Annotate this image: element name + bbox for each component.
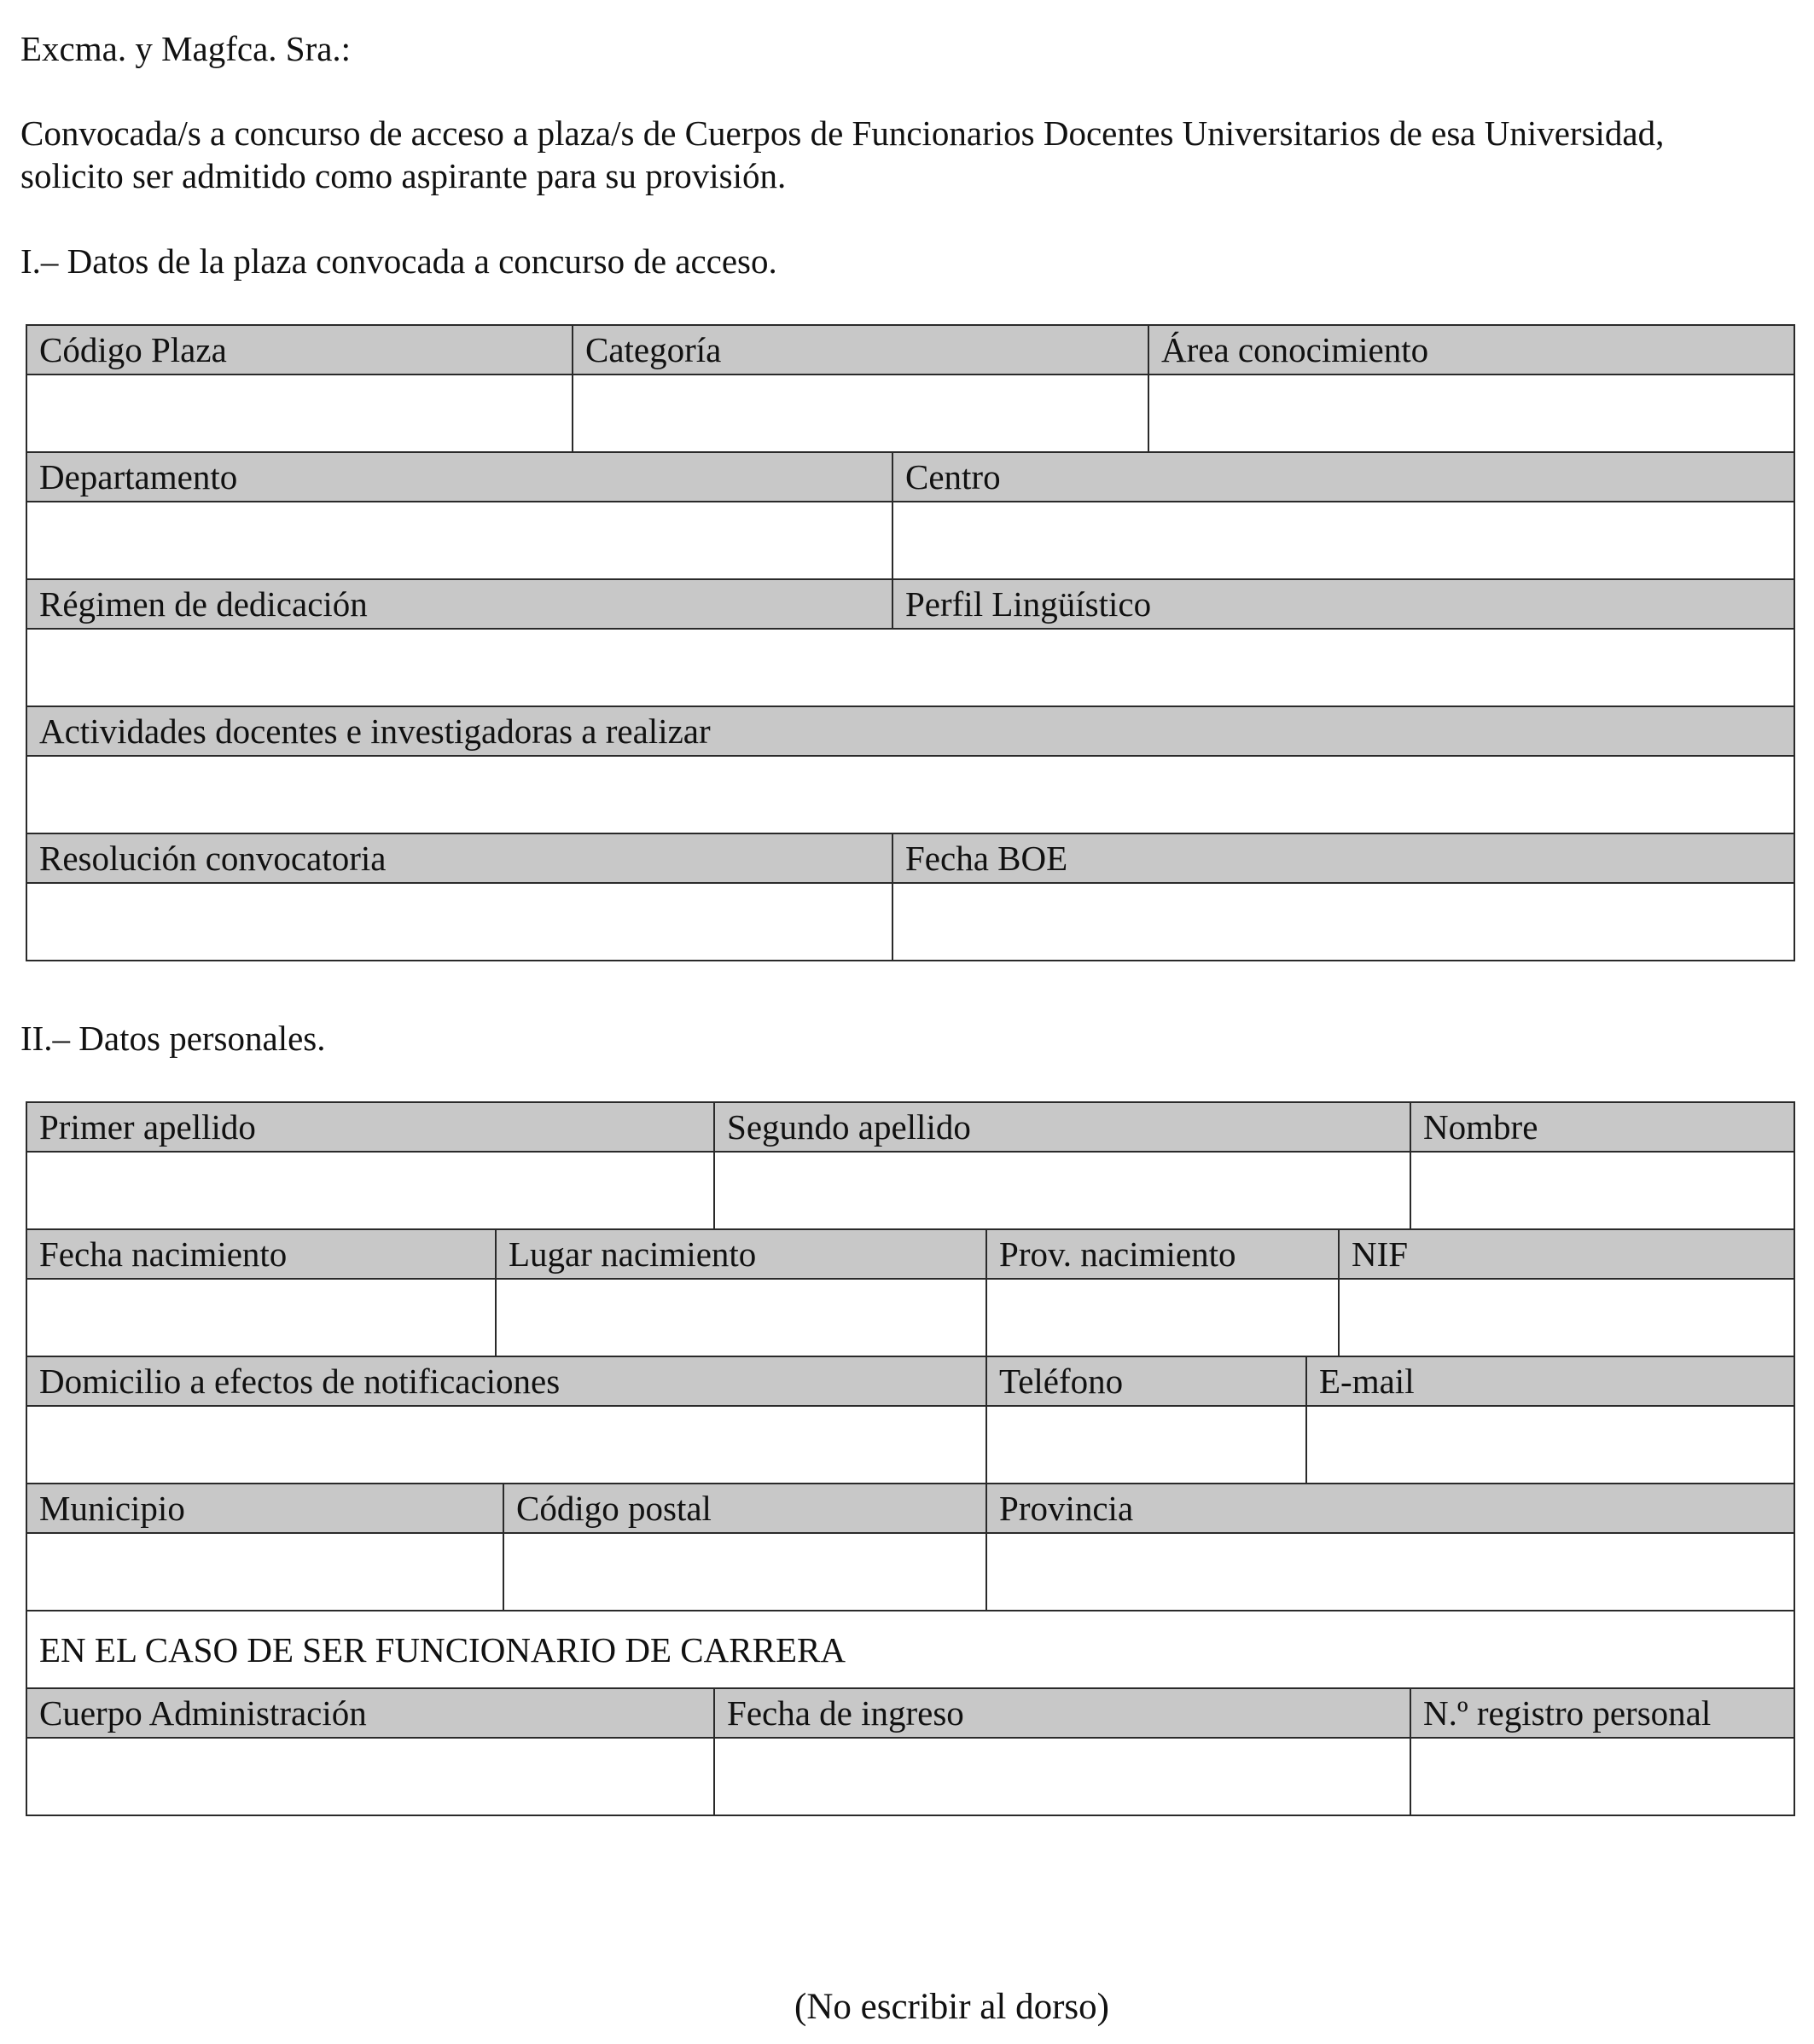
codigo-plaza-field[interactable] — [26, 375, 573, 452]
lugar-nacimiento-label: Lugar nacimiento — [496, 1229, 986, 1279]
area-conocimiento-label: Área conocimiento — [1148, 325, 1794, 375]
section-2-title: II.– Datos personales. — [20, 1019, 326, 1058]
lugar-nacimiento-field[interactable] — [496, 1279, 986, 1356]
categoria-field[interactable] — [573, 375, 1148, 452]
prov-nacimiento-field[interactable] — [986, 1279, 1339, 1356]
nif-label: NIF — [1339, 1229, 1794, 1279]
departamento-field[interactable] — [26, 502, 892, 579]
area-conocimiento-field[interactable] — [1148, 375, 1794, 452]
municipio-field[interactable] — [26, 1533, 503, 1611]
fecha-boe-field[interactable] — [892, 883, 1794, 961]
cuerpo-administracion-field[interactable] — [26, 1738, 714, 1815]
actividades-label: Actividades docentes e investigadoras a realizar — [26, 706, 1794, 756]
codigo-postal-field[interactable] — [503, 1533, 986, 1611]
nif-field[interactable] — [1339, 1279, 1794, 1356]
salutation: Excma. y Magfca. Sra.: — [20, 29, 352, 68]
telefono-field[interactable] — [986, 1406, 1306, 1484]
primer-apellido-field[interactable] — [26, 1152, 714, 1229]
provincia-label: Provincia — [986, 1484, 1794, 1533]
regimen-perfil-field[interactable] — [26, 629, 1794, 706]
municipio-label: Municipio — [26, 1484, 503, 1533]
segundo-apellido-field[interactable] — [714, 1152, 1410, 1229]
cuerpo-administracion-label: Cuerpo Administración — [26, 1688, 714, 1738]
nombre-field[interactable] — [1410, 1152, 1794, 1229]
funcionario-note: EN EL CASO DE SER FUNCIONARIO DE CARRERA — [26, 1611, 1794, 1688]
departamento-label: Departamento — [26, 452, 892, 502]
segundo-apellido-label: Segundo apellido — [714, 1102, 1410, 1152]
telefono-label: Teléfono — [986, 1356, 1306, 1406]
domicilio-field[interactable] — [26, 1406, 986, 1484]
footer-note: (No escribir al dorso) — [794, 1987, 1109, 2027]
domicilio-label: Domicilio a efectos de notificaciones — [26, 1356, 986, 1406]
categoria-label: Categoría — [573, 325, 1148, 375]
fecha-nacimiento-field[interactable] — [26, 1279, 496, 1356]
resolucion-field[interactable] — [26, 883, 892, 961]
section-1-title: I.– Datos de la plaza convocada a concurso de acceso. — [20, 241, 777, 281]
intro-line-2: solicito ser admitido como aspirante para su provisión. — [20, 156, 787, 195]
registro-personal-label: N.º registro personal — [1410, 1688, 1794, 1738]
email-field[interactable] — [1306, 1406, 1794, 1484]
provincia-field[interactable] — [986, 1533, 1794, 1611]
fecha-nacimiento-label: Fecha nacimiento — [26, 1229, 496, 1279]
intro-line-1: Convocada/s a concurso de acceso a plaza/s de Cuerpos de Funcionarios Docentes Universitarios de esa Universidad, — [20, 113, 1665, 153]
email-label: E-mail — [1306, 1356, 1794, 1406]
regimen-dedicacion-label: Régimen de dedicación — [26, 579, 892, 629]
codigo-postal-label: Código postal — [503, 1484, 986, 1533]
nombre-label: Nombre — [1410, 1102, 1794, 1152]
fecha-ingreso-field[interactable] — [714, 1738, 1410, 1815]
primer-apellido-label: Primer apellido — [26, 1102, 714, 1152]
plaza-data-table — [26, 324, 1795, 961]
actividades-field[interactable] — [26, 756, 1794, 833]
centro-field[interactable] — [892, 502, 1794, 579]
fecha-ingreso-label: Fecha de ingreso — [714, 1688, 1410, 1738]
personal-data-table — [26, 1101, 1795, 1816]
registro-personal-field[interactable] — [1410, 1738, 1794, 1815]
centro-label: Centro — [892, 452, 1794, 502]
codigo-plaza-label: Código Plaza — [26, 325, 573, 375]
prov-nacimiento-label: Prov. nacimiento — [986, 1229, 1339, 1279]
fecha-boe-label: Fecha BOE — [892, 833, 1794, 883]
perfil-linguistico-label: Perfil Lingüístico — [892, 579, 1794, 629]
resolucion-label: Resolución convocatoria — [26, 833, 892, 883]
